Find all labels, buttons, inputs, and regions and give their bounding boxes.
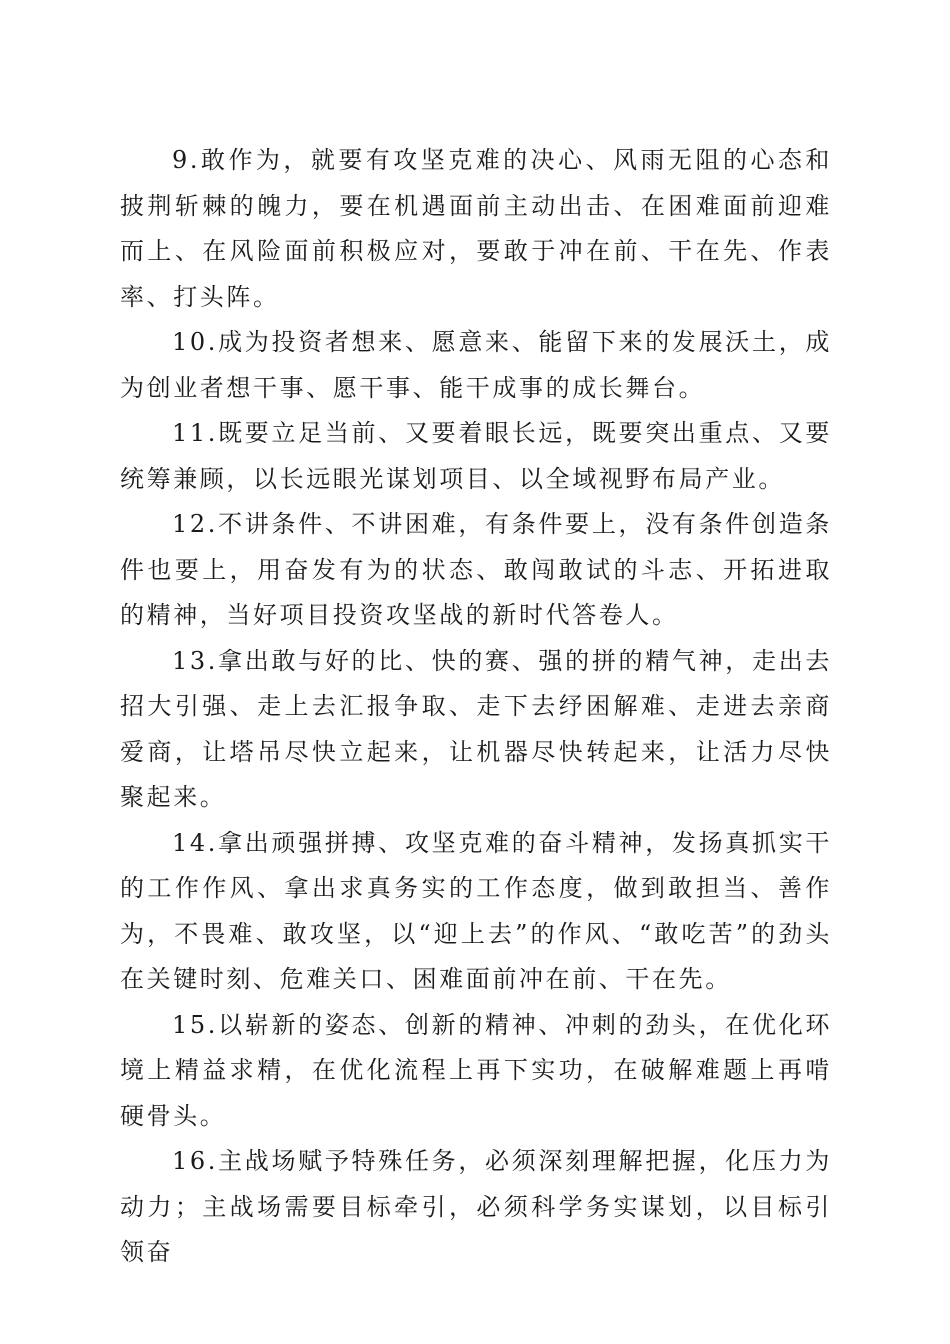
document-body [120,138,832,1276]
paragraph-10: 10.成为投资者想来、愿意来、能留下来的发展沃土，成为创业者想干事、愿干事、能干成事的成长舞台。 [120,328,832,402]
paragraph-14: 14.拿出顽强拼搏、攻坚克难的奋斗精神，发扬真抓实干的工作作风、拿出求真务实的工作态度，做到敢担当、善作为，不畏难、敢攻坚，以“迎上去”的作风、“敢吃苦”的劲头在关键时刻、危难关口、困难面前冲在前、干在先。 [120,828,832,993]
paragraph-9: 9.敢作为，就要有攻坚克难的决心、风雨无阻的心态和披荆斩棘的魄力，要在机遇面前主动出击、在困难面前迎难而上、在风险面前积极应对，要敢于冲在前、干在先、作表率、打头阵。 [120,146,832,311]
paragraph-13: 13.拿出敢与好的比、快的赛、强的拼的精气神，走出去招大引强、走上去汇报争取、走下去纾困解难、走进去亲商爱商，让塔吊尽快立起来，让机器尽快转起来，让活力尽快聚起来。 [120,646,832,811]
paragraph-11: 11.既要立足当前、又要着眼长远，既要突出重点、又要统筹兼顾，以长远眼光谋划项目、以全域视野布局产业。 [120,419,832,493]
paragraph-15: 15.以崭新的姿态、创新的精神、冲刺的劲头，在优化环境上精益求精，在优化流程上再下实功，在破解难题上再啃硬骨头。 [120,1010,832,1130]
paragraph-16: 16.主战场赋予特殊任务，必须深刻理解把握，化压力为动力；主战场需要目标牵引，必须科学务实谋划，以目标引领奋 [120,1147,832,1266]
paragraph-12: 12.不讲条件、不讲困难，有条件要上，没有条件创造条件也要上，用奋发有为的状态、敢闯敢试的斗志、开拓进取的精神，当好项目投资攻坚战的新时代答卷人。 [120,510,832,629]
